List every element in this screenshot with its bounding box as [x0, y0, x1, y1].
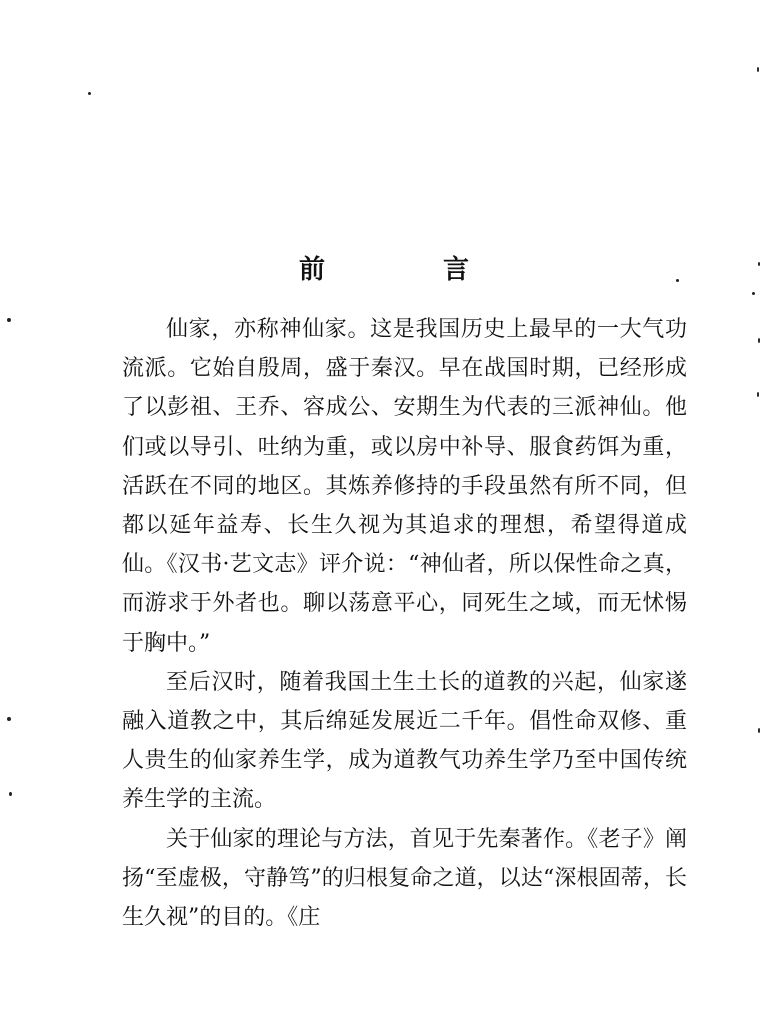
- paragraph-2: 至后汉时，随着我国土生土长的道教的兴起，仙家遂融入道教之中，其后绵延发展近二千年。倡性命双修、重人贵生的仙家养生学，成为道教气功养生学乃至中国传统养生学的主流。: [122, 669, 687, 813]
- scan-speck: [88, 92, 91, 95]
- scan-speck: [758, 262, 760, 266]
- page-title: 前 言: [298, 255, 515, 285]
- scan-speck: [9, 792, 12, 796]
- scan-speck: [676, 279, 679, 282]
- scan-speck: [757, 392, 759, 397]
- paragraph-3: 关于仙家的理论与方法，首见于先秦著作。《老子》阐扬“至虚极，守静笃”的归根复命之道，以达“深根固蒂，长生久视”的目的。《庄: [122, 826, 687, 931]
- scan-speck: [7, 717, 11, 721]
- scan-speck: [758, 728, 760, 733]
- body-text: [122, 310, 687, 937]
- scan-speck: [757, 67, 759, 72]
- paragraph-1: 仙家，亦称神仙家。这是我国历史上最早的一大气功流派。它始自殷周，盛于秦汉。早在战国时期，已经形成了以彭祖、王乔、容成公、安期生为代表的三派神仙。他们或以导引、吐纳为重，或以房中补导、服食药饵为重，活跃在不同的地区。其炼养修持的手段虽然有所不同，但都以延年益寿、长生久视为其追求的理想，希望得道成仙。《汉书·艺文志》评介说：“神仙者，所以保性命之真，而游求于外者也。聊以荡意平心，同死生之域，而无怵惕于胸中。”: [122, 317, 687, 656]
- scan-speck: [752, 292, 755, 295]
- scan-speck: [7, 318, 11, 322]
- scan-speck: [758, 338, 760, 343]
